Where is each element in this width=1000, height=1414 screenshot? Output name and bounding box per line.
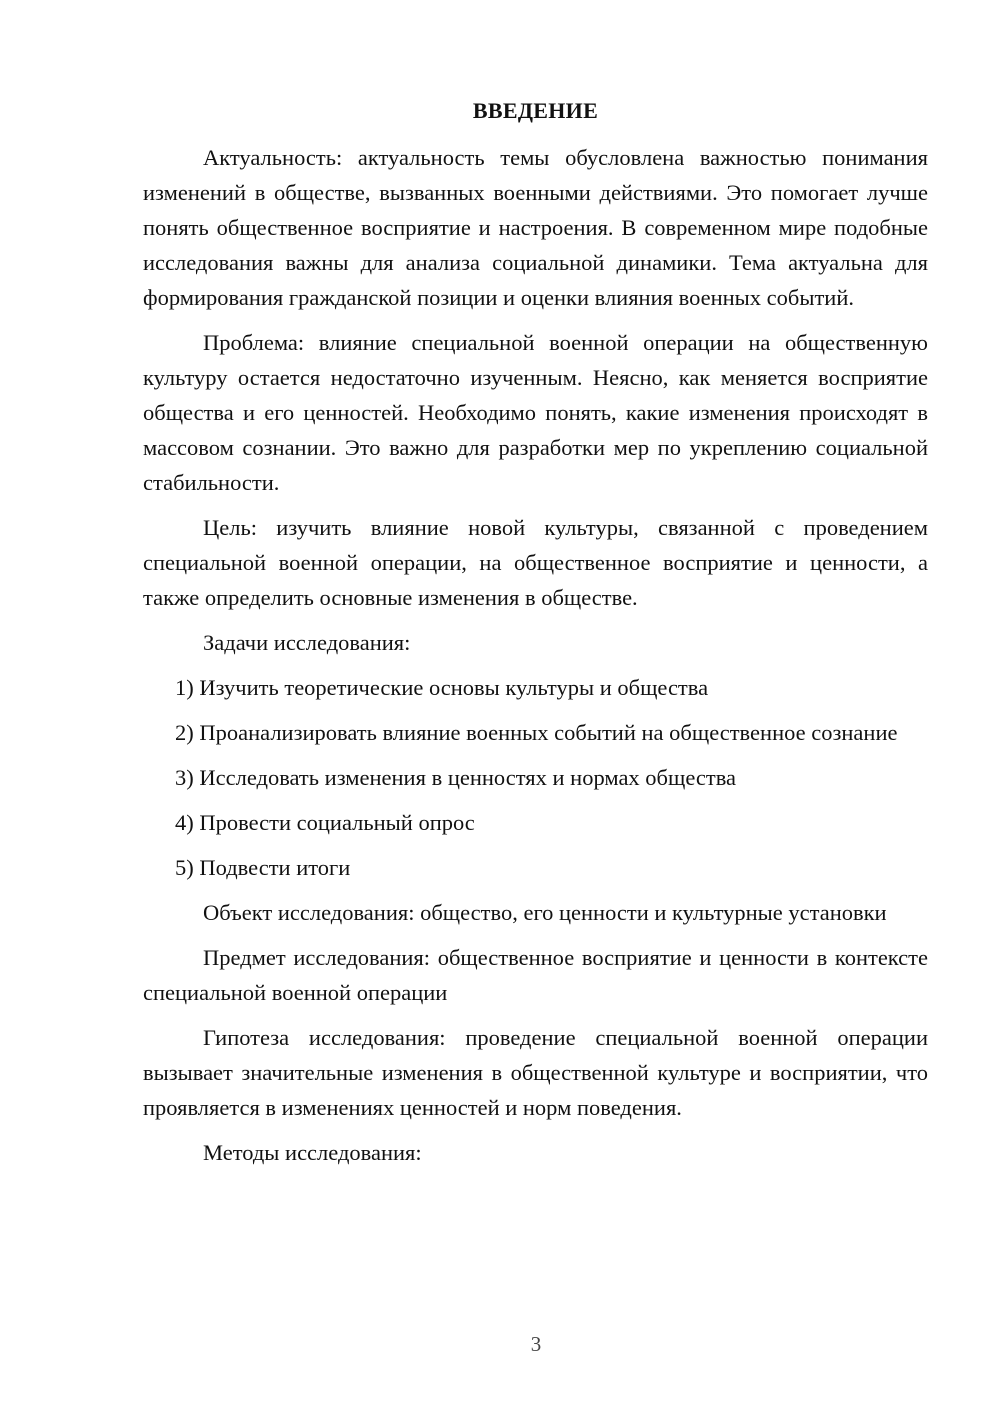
subject-paragraph: Предмет исследования: общественное восприятие и ценности в контексте специальной военной операции [143,945,928,1005]
relevance-paragraph: Актуальность: актуальность темы обусловлена важностью понимания изменений в обществе, вызванных военными действиями. Это помогает лучше понять общественное восприятие и настроения. В современном мире подобные исследования важны для анализа социальной динамики. Тема актуальна для формирования гражданской позиции и оценки влияния военных событий. [143,145,928,310]
section-title: ВВЕДЕНИЕ [472,98,599,123]
task-item: 2) Проанализировать влияние военных событий на общественное сознание [175,720,898,745]
tasks-heading: Задачи исследования: [203,630,411,655]
object-paragraph: Объект исследования: общество, его ценности и культурные установки [203,900,887,925]
goal-paragraph: Цель: изучить влияние новой культуры, связанной с проведением специальной военной операции, на общественное восприятие и ценности, а также определить основные изменения в обществе. [143,515,928,610]
task-item: 5) Подвести итоги [175,855,351,880]
task-item: 4) Провести социальный опрос [175,810,475,835]
task-item: 1) Изучить теоретические основы культуры и общества [175,675,709,700]
task-item: 3) Исследовать изменения в ценностях и нормах общества [175,765,737,790]
document-page [143,94,928,1180]
page-number: 3 [530,1332,542,1356]
methods-heading: Методы исследования: [203,1140,422,1165]
problem-paragraph: Проблема: влияние специальной военной операции на общественную культуру остается недостаточно изученным. Неясно, как меняется восприятие общества и его ценностей. Необходимо понять, какие изменения происходят в массовом сознании. Это важно для разработки мер по укреплению социальной стабильности. [143,330,928,495]
hypothesis-paragraph: Гипотеза исследования: проведение специальной военной операции вызывает значительные изменения в общественной культуре и восприятии, что проявляется в изменениях ценностей и норм поведения. [143,1025,928,1120]
